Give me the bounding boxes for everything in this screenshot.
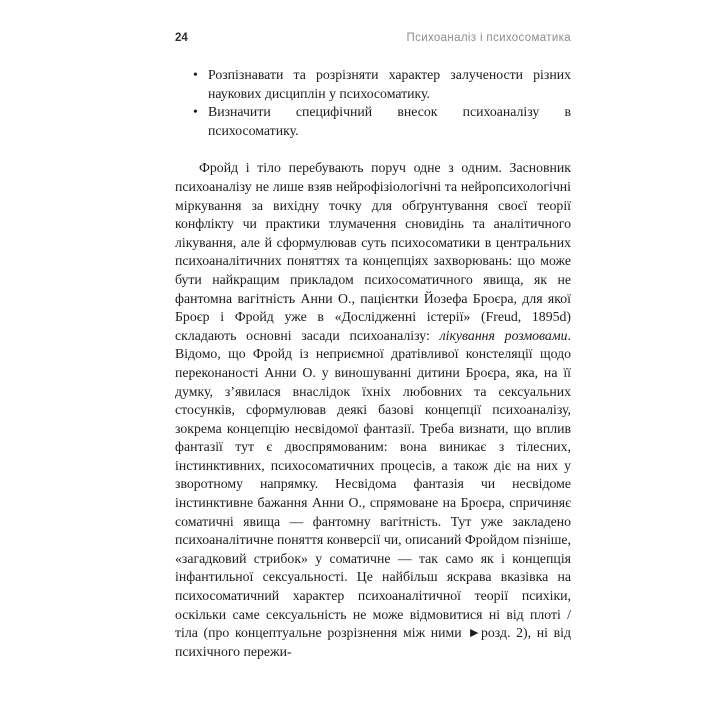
bullet-icon: • xyxy=(193,104,198,120)
bullet-text: Розпізнавати та розрізняти характер залучености різних наукових дисциплін у психосоматику. xyxy=(208,67,571,101)
body-paragraph xyxy=(175,159,571,661)
paragraph-italic-phrase: лікування розмовами xyxy=(439,327,568,343)
bullet-list xyxy=(175,66,571,140)
list-item xyxy=(193,103,571,140)
paragraph-text: . Відомо, що Фройд із неприємної дратівливої констеляції щодо переконаності Анни О. у виношуванні дитини Броєра, яка, на її думку, з’явилася внаслідок їхніх любовних та сексуальних стосунків, сформулював деякі базові концепції психоаналізу, зокрема концепцію несвідомої фантазії. Треба визнати, що вплив фантазії тут є двоспрямованим: вона виникає з тілесних, інстинктивних, психосоматичних процесів, а також діє на них у зворотному напрямку. Несвідома фантазія чи несвідоме інстинктивне бажання Анни О., спрямоване на Броєра, спричиняє соматичні явища — фантомну вагітність. Тут уже закладено психоаналітичне поняття конверсії чи, описаний Фройдом пізніше, «загадковий стрибок» у соматичне — так само як і концепція інфантильної сексуальності. Це найбільш яскрава вказівка на психосоматичний характер психоаналітичної теорії психіки, оскільки саме сексуальність не може відмовитися ні від плоті / тіла (про концептуальне розрізнення між ними ►розд. 2), ні від психічного пережи- xyxy=(175,327,571,659)
bullet-icon: • xyxy=(193,67,198,82)
bullet-text: Визначити специфічний внесок психоаналізу в психосоматику. xyxy=(208,104,571,138)
running-title: Психоаналіз і психосоматика xyxy=(406,32,571,44)
page-content xyxy=(175,66,571,661)
page-number: 24 xyxy=(175,32,188,44)
paragraph-text: Фройд і тіло перебувають поруч одне з одним. Засновник психоаналізу не лише взяв нейрофізіологічні та нейропсихологічні міркування за вихідну точку для обґрунтування своєї теорії конфлікту чи практики тлумачення сновидінь та аналітичного лікування, але й сформулював суть психосоматики в центральних психоаналітичних поняттях та концепціях захворювань: що може бути найкращим прикладом психосоматичного явища, як не фантомна вагітність Анни О., пацієнтки Йозефа Броєра, для якої Броєр і Фройд уже в «Дослідженні істерії» (Freud, 1895d) складають основні засади психоаналізу: xyxy=(175,160,571,343)
page-header xyxy=(175,31,571,45)
list-item xyxy=(193,66,571,103)
